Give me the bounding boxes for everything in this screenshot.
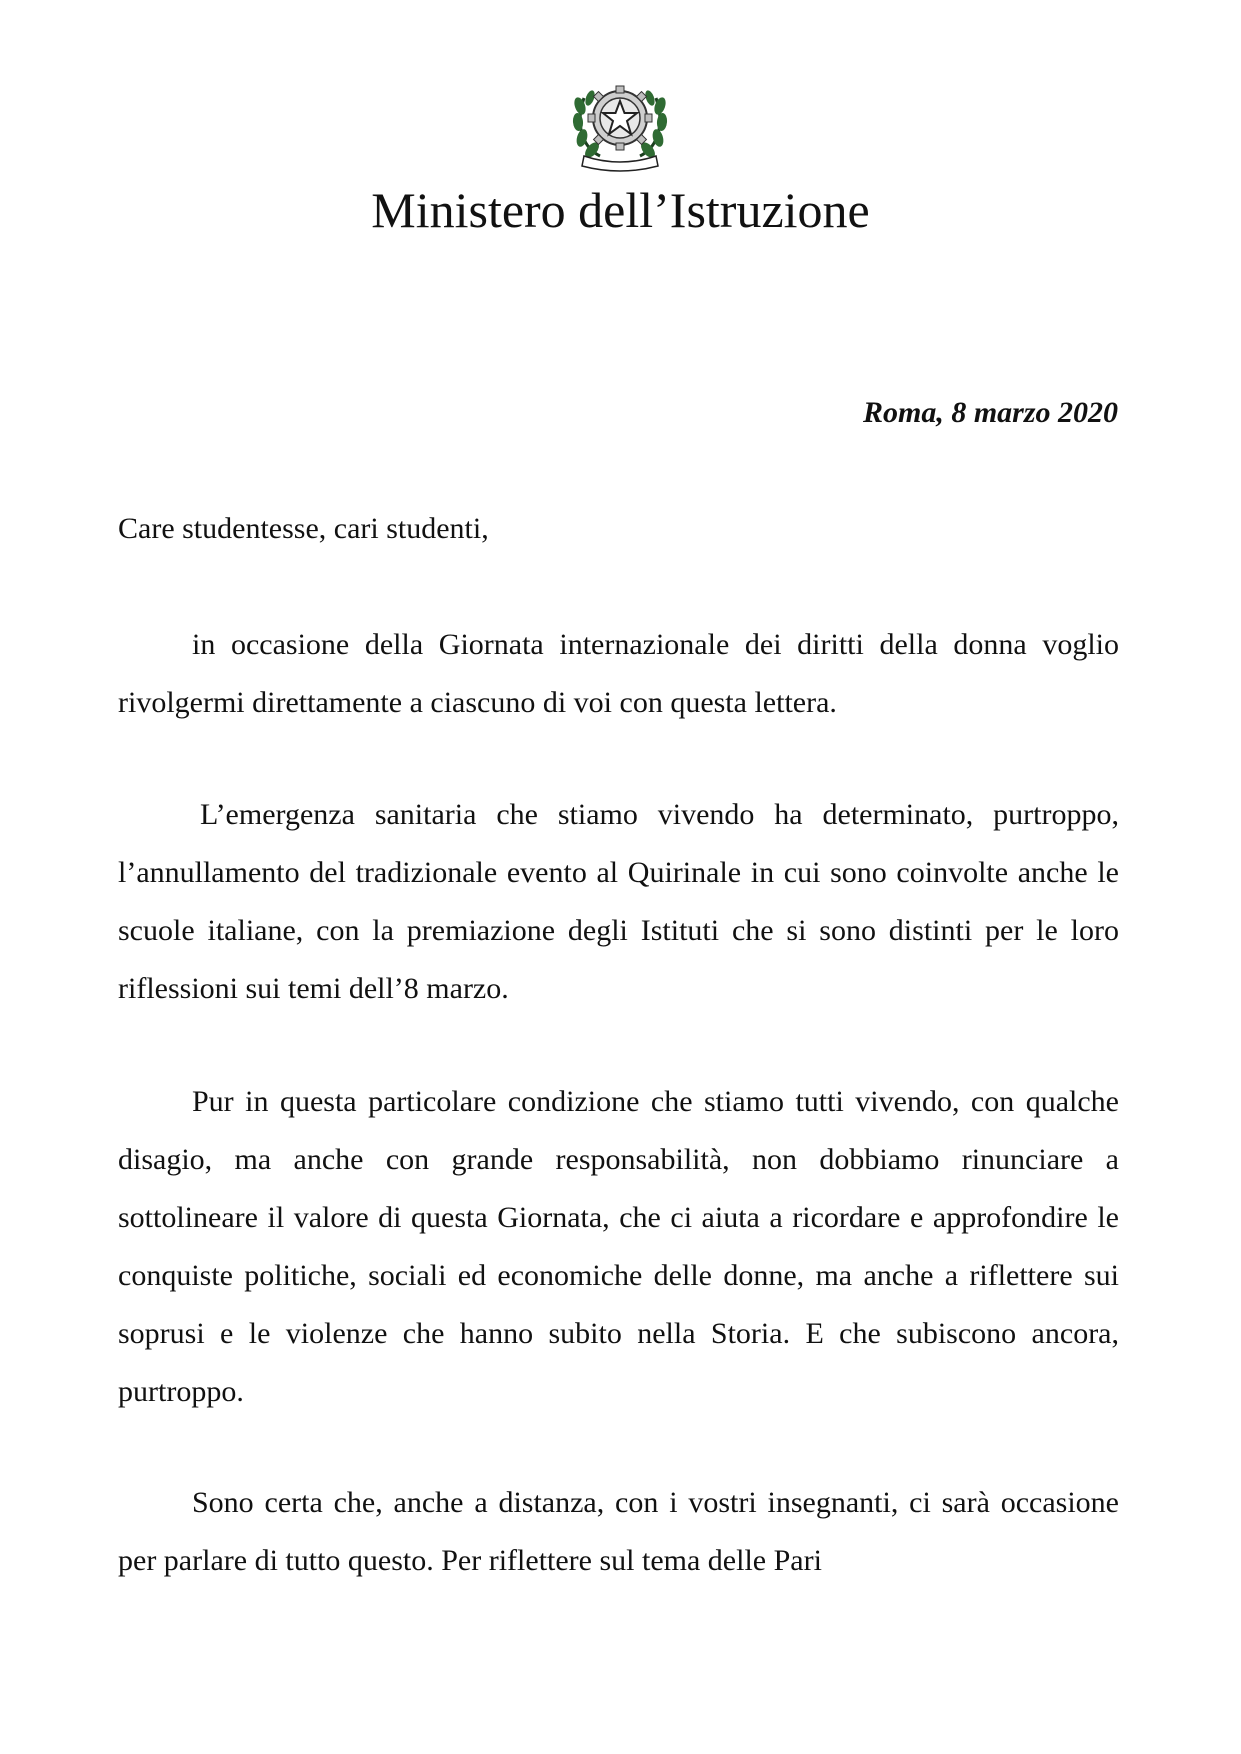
- place-date: Roma, 8 marzo 2020: [862, 396, 1118, 429]
- letter-greeting: Care studentesse, cari studenti,: [118, 512, 489, 545]
- letter-paragraph: L’emergenza sanitaria che stiamo vivendo ha determinato, purtroppo, l’annullamento del tradizionale evento al Quirinale in cui sono coinvolte anche le scuole italiane, con la premiazione degli Istituti che si sono distinti per le loro riflessioni sui temi dell’8 marzo.: [118, 798, 1119, 1005]
- ministry-title: Ministero dell’Istruzione: [371, 182, 870, 238]
- letter-paragraph: Sono certa che, anche a distanza, con i vostri insegnanti, ci sarà occasione per parlare di tutto questo. Per riflettere sul tema delle Pari: [118, 1486, 1119, 1577]
- letter-paragraph: in occasione della Giornata internazionale dei diritti della donna voglio rivolgermi direttamente a ciascuno di voi con questa lettera.: [118, 628, 1119, 719]
- letter-paragraph: Pur in questa particolare condizione che stiamo tutti vivendo, con qualche disagio, ma anche con grande responsabilità, non dobbiamo rinunciare a sottolineare il valore di questa Giornata, che ci aiuta a ricordare e approfondire le conquiste politiche, sociali ed economiche delle donne, ma anche a riflettere sui soprusi e le violenze che hanno subito nella Storia. E che subiscono ancora, purtroppo.: [118, 1085, 1119, 1408]
- italian-republic-emblem-icon: [570, 76, 670, 174]
